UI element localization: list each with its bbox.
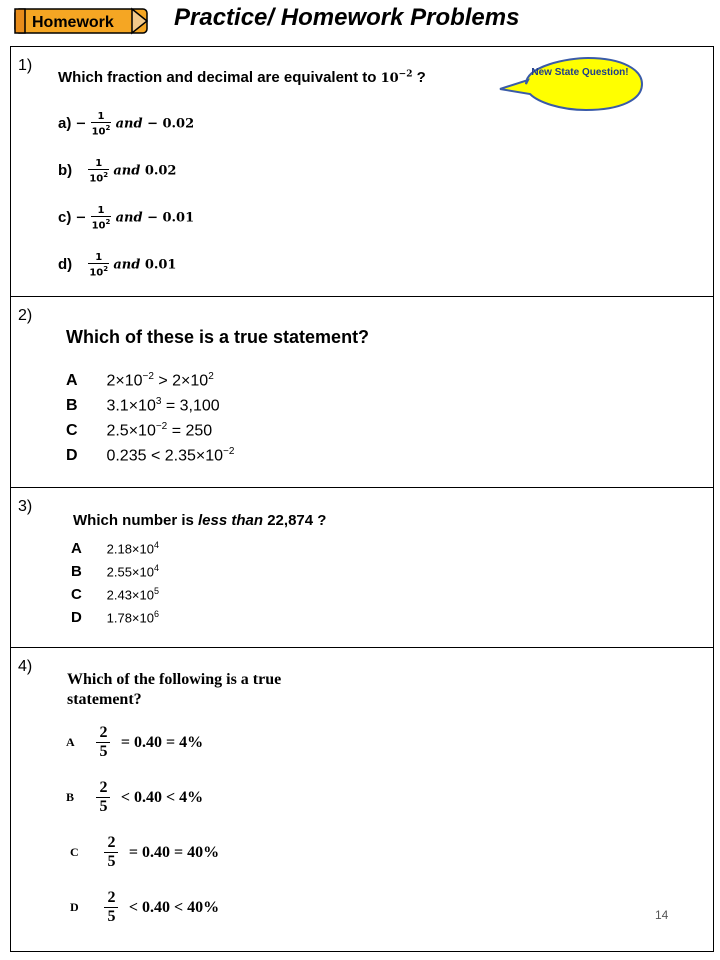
option-d[interactable]: D $\frac{2}{5}$ < 0.40 < 40% bbox=[66, 889, 219, 926]
option-letter: B bbox=[71, 563, 82, 581]
problem-3-question: Which number is less than 22,874 ? bbox=[73, 512, 327, 529]
option-letter: b) bbox=[58, 162, 73, 180]
option-letter: C bbox=[70, 845, 79, 859]
option-c[interactable]: C $\frac{2}{5}$ = 0.40 = 40% bbox=[66, 834, 219, 871]
option-c[interactable]: c) − $\frac{1}{10^2}$ and − 0.01 bbox=[58, 205, 195, 232]
option-letter: B bbox=[66, 397, 78, 415]
option-b[interactable]: B $\frac{2}{5}$ < 0.40 < 4% bbox=[66, 779, 204, 815]
speech-bubble-icon bbox=[498, 56, 644, 112]
option-a[interactable]: a) − $\frac{1}{10^2}$ and − 0.02 bbox=[58, 111, 195, 138]
option-c[interactable]: C $2.5\times 10^{-2} = 250$ bbox=[66, 421, 213, 440]
option-a[interactable]: A $2\times 10^{-2} > 2\times 10^2$ bbox=[66, 371, 214, 390]
problem-2-box bbox=[10, 296, 714, 488]
homework-badge-label: Homework bbox=[32, 14, 114, 31]
problem-number: 1) bbox=[18, 57, 33, 74]
problem-number: 3) bbox=[18, 498, 33, 515]
option-b[interactable]: B $2.55\times 10^4$ bbox=[71, 563, 159, 581]
option-b[interactable]: B $3.1\times 10^3 = 3,100$ bbox=[66, 396, 220, 415]
option-letter: A bbox=[71, 540, 82, 558]
problem-1-question: Which fraction and decimal are equivalent to $10^{-2}$ ? bbox=[58, 69, 426, 87]
problem-2-question: Which of these is a true statement? bbox=[66, 327, 370, 347]
page-title: Practice/ Homework Problems bbox=[174, 4, 520, 31]
page-number: 14 bbox=[655, 908, 669, 922]
problem-number: 2) bbox=[18, 307, 33, 324]
new-state-question-label: New State Question! bbox=[531, 67, 629, 78]
option-letter: C bbox=[71, 586, 82, 604]
problem-3-box bbox=[10, 487, 714, 648]
option-letter: C bbox=[66, 422, 78, 440]
option-letter: B bbox=[66, 790, 75, 804]
option-d[interactable]: d) $\frac{1}{10^2}$ and 0.01 bbox=[58, 252, 177, 279]
option-c[interactable]: C $2.43\times 10^5$ bbox=[71, 586, 159, 604]
problem-4-box bbox=[10, 647, 714, 952]
option-letter: D bbox=[70, 900, 79, 914]
option-d[interactable]: D $1.78\times 10^6$ bbox=[71, 609, 159, 627]
homework-badge-icon bbox=[14, 7, 148, 35]
option-letter: c) bbox=[58, 209, 72, 227]
option-letter: D bbox=[71, 609, 82, 627]
option-letter: A bbox=[66, 735, 75, 749]
problem-number: 4) bbox=[18, 658, 33, 675]
option-b[interactable]: b) $\frac{1}{10^2}$ and 0.02 bbox=[58, 158, 177, 185]
option-letter: d) bbox=[58, 256, 73, 274]
option-a[interactable]: A $2.18\times 10^4$ bbox=[71, 540, 159, 558]
option-d[interactable]: D $0.235 < 2.35\times 10^{-2}$ bbox=[66, 446, 235, 465]
option-letter: D bbox=[66, 447, 78, 465]
option-letter: A bbox=[66, 372, 78, 390]
option-letter: a) bbox=[58, 115, 72, 133]
problem-4-question: Which of the following is a true statement? bbox=[67, 671, 282, 708]
option-a[interactable]: A $\frac{2}{5}$ = 0.40 = 4% bbox=[66, 724, 204, 760]
